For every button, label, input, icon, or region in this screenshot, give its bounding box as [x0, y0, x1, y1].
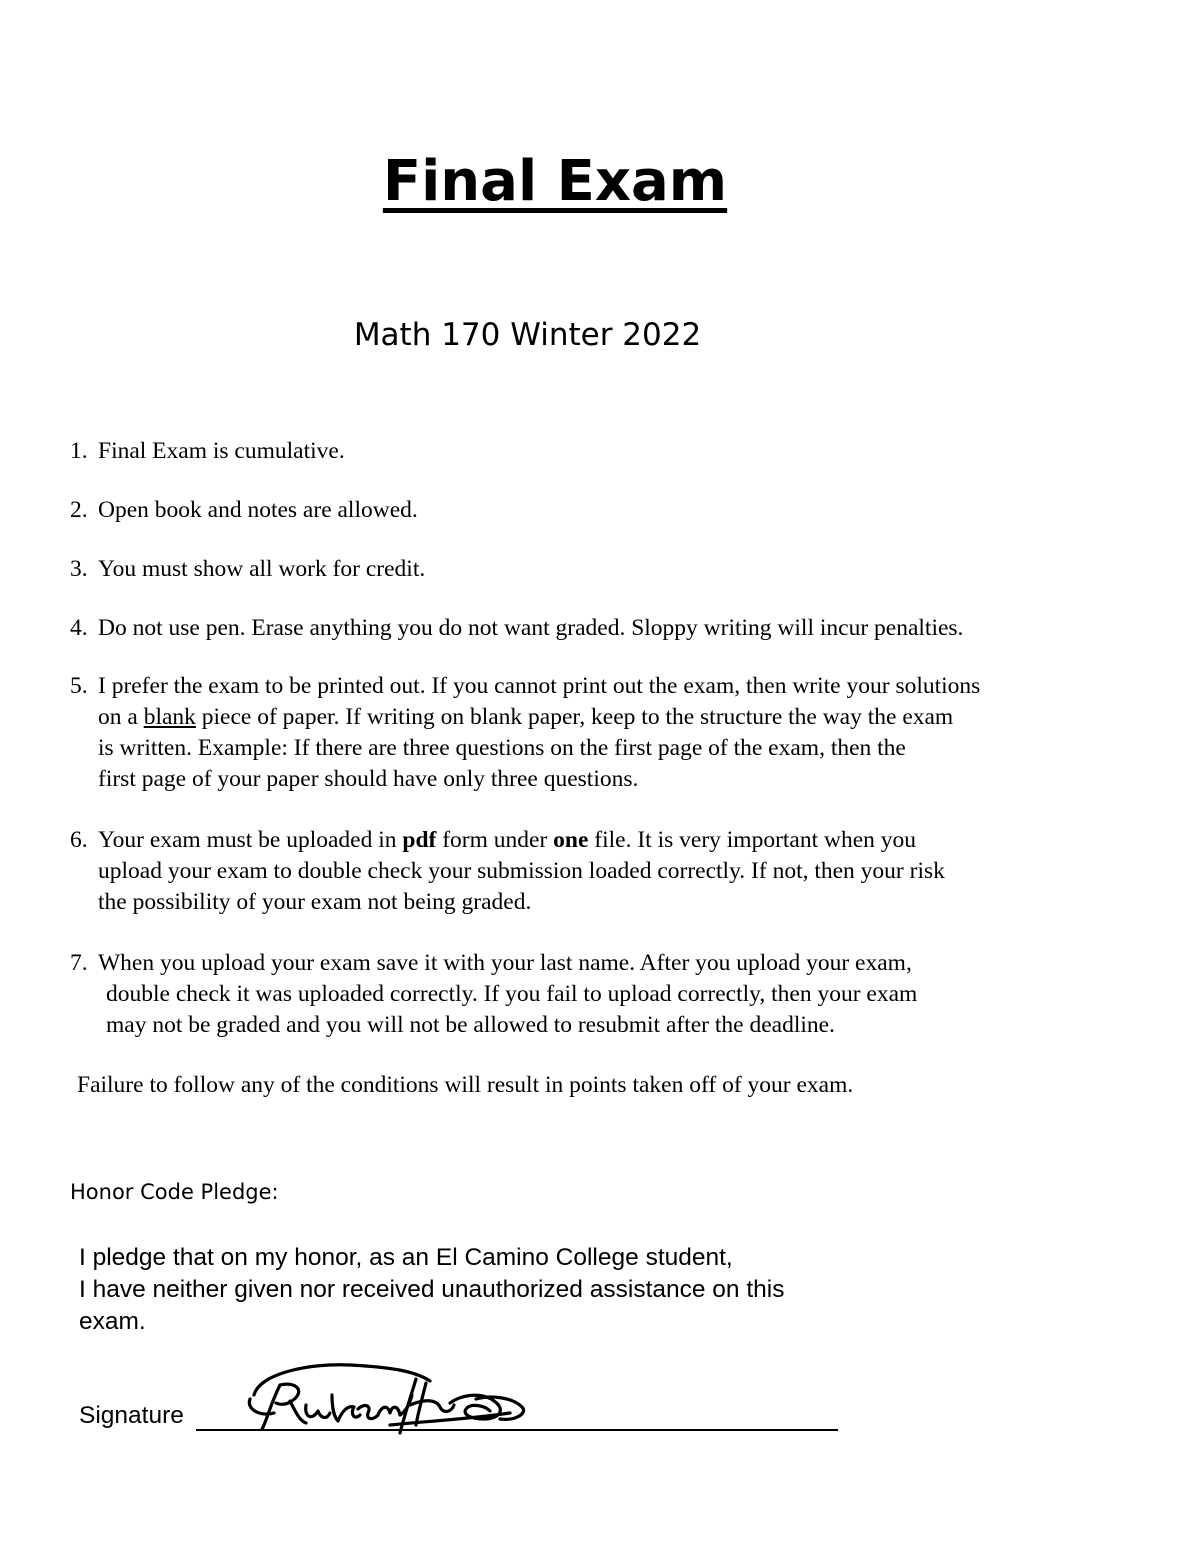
rule-number: 4.	[70, 615, 88, 641]
rule-text-fragment: on a	[98, 704, 144, 730]
pledge-line: I have neither given nor received unauthorized assistance on this	[79, 1276, 785, 1303]
bold-word: one	[553, 827, 589, 853]
signature-label: Signature	[79, 1402, 184, 1429]
rule-text-continued: is written. Example: If there are three questions on the first page of the exam, then the	[98, 735, 906, 761]
rule-text-fragment: form under	[436, 827, 554, 853]
rule-7	[70, 948, 917, 1041]
rule-text-fragment: Your exam must be uploaded in	[98, 827, 403, 853]
rule-text: You must show all work for credit.	[98, 556, 426, 582]
rule-text: Do not use pen. Erase anything you do not want graded. Sloppy writing will incur penalties.	[98, 615, 964, 641]
rule-number: 5.	[70, 673, 88, 699]
rule-number: 2.	[70, 497, 88, 523]
rule-text: When you upload your exam save it with your last name. After you upload your exam,	[98, 950, 912, 976]
underlined-word: blank	[143, 704, 196, 730]
rule-text-continued: the possibility of your exam not being graded.	[98, 889, 532, 915]
honor-pledge	[79, 1242, 785, 1338]
pledge-line: I pledge that on my honor, as an El Camino College student,	[79, 1244, 733, 1271]
rule-5	[70, 671, 980, 795]
page-title	[0, 150, 1110, 214]
honor-code-heading: Honor Code Pledge:	[70, 1180, 279, 1204]
failure-notice: Failure to follow any of the conditions will result in points taken off of your exam.	[77, 1072, 854, 1098]
rule-2	[70, 495, 418, 526]
rule-number: 1.	[70, 438, 88, 464]
pledge-line: exam.	[79, 1308, 146, 1335]
rule-number: 3.	[70, 556, 88, 582]
rule-number: 6.	[70, 827, 88, 853]
rule-1	[70, 436, 345, 467]
rule-text: Final Exam is cumulative.	[98, 438, 345, 464]
rule-text-continued: upload your exam to double check your submission loaded correctly. If not, then your risk	[98, 858, 945, 884]
rule-6	[70, 825, 945, 918]
bold-word: pdf	[402, 827, 437, 853]
rule-text-fragment: file. It is very important when you	[588, 827, 917, 853]
rule-number: 7.	[70, 950, 88, 976]
rule-text-continued: double check it was uploaded correctly. If you fail to upload correctly, then your exam	[106, 981, 918, 1007]
rule-4	[70, 613, 963, 644]
rule-text-fragment: piece of paper. If writing on blank paper, keep to the structure the way the exam	[195, 704, 954, 730]
handwritten-signature	[240, 1355, 540, 1445]
rule-text: I prefer the exam to be printed out. If you cannot print out the exam, then write your solutions	[98, 673, 981, 699]
rule-3	[70, 554, 425, 585]
rule-text: Open book and notes are allowed.	[98, 497, 418, 523]
rule-text-continued: first page of your paper should have only three questions.	[98, 766, 639, 792]
rule-text-continued: may not be graded and you will not be allowed to resubmit after the deadline.	[106, 1012, 835, 1038]
title-text: Final Exam	[382, 149, 728, 214]
course-subtitle: Math 170 Winter 2022	[353, 317, 702, 353]
rule-text-continued	[70, 702, 980, 733]
